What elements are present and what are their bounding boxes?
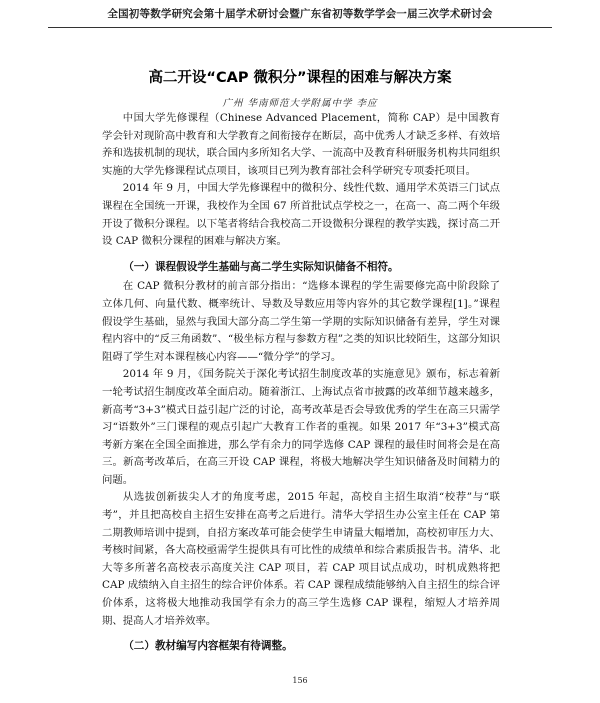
running-header: 全国初等数学研究会第十届学术研讨会暨广东省初等数学学会一届三次学术研讨会 [107, 8, 493, 20]
section-heading-2: （二）教材编写内容框架有待调整。 [123, 640, 293, 653]
author-line: 广州 华南师范大学附属中学 李应 [222, 98, 378, 109]
paragraph-admission-reform: 从选拔创新拔尖人才的角度考虑，2015 年起，高校自主招生取消“校荐”与“联考”，并且把高校自主招生安排在高考之后进行。清华大学招生办公室主任在 CAP 第二期教师培训中提到，自招方案改革可能会使学生申请量大幅增加，高校初审压力大、考核时间紧，各大高校亟需学生提供具有可比性的成绩单和综合素质报告书。清华、北大等多所著名高校表示高度关注 CAP 项目，若 CAP 项目试点成功，时机成熟将把 CAP 成绩纳入自主招生的综合评价体系。若 CAP 课程成绩能够纳入自主招生的综合评价体系，这将极大地推动我国学有余力的高三学生选修 CAP 课程，缩短人才培养周期、提高人才培养效率。 [102, 491, 500, 627]
header-rule [48, 27, 552, 28]
page-number: 156 [292, 676, 308, 685]
paragraph-curriculum-gap: 在 CAP 微积分教材的前言部分指出：“选修本课程的学生需要修完高中阶段除了立体几何、向量代数、概率统计、导数及导数应用等内容外的其它数学课程[1]。”课程假设学生基础，显然与我国大部分高二学生第一学期的实际知识储备有差异，学生对课程内容中的“反三角函数”、“极坐标方程与参数方程”之类的知识比较陌生，这部分知识阻碍了学生对本课程核心内容——“微分学”的学习。 [102, 280, 500, 363]
article-title: 高二开设“CAP 微积分”课程的困难与解决方案 [148, 70, 452, 86]
paragraph-intro: 中国大学先修课程（Chinese Advanced Placement，简称 CAP）是中国教育学会针对现阶高中教育和大学教育之间衔接存在断层，高中优秀人才缺乏多样、有效培养和选拔机制的现状，联合国内多所知名大学、一流高中及教育科研服务机构共同组织实施的大学先修课程试点项目，该项目已列为教育部社会科学研究专项委托项目。 [102, 112, 500, 177]
article-body [102, 110, 500, 658]
section-heading-1: （一）课程假设学生基础与高二学生实际知识储备不相符。 [123, 260, 399, 273]
paragraph-background: 2014 年 9 月，中国大学先修课程中的微积分、线性代数、通用学术英语三门试点课程在全国统一开课，我校作为全国 67 所首批试点学校之一，在高一、高二两个年级开设了微积分课程。以下笔者将结合我校高二开设微积分课程的教学实践，探讨高二开设 CAP 微积分课程的困难与解决方案。 [102, 182, 500, 248]
paragraph-exam-reform: 2014 年 9 月，《国务院关于深化考试招生制度改革的实施意见》颁布，标志着新一轮考试招生制度改革全面启动。随着浙江、上海试点省市披露的改革细节越来越多，新高考“3+3”模式日益引起广泛的讨论，高考改革是否会导致优秀的学生在高三只需学习“语数外”三门课程的观点引起广大教育工作者的重视。如果 2017 年“3+3”模式高考新方案在全国全面推进，那么学有余力的同学选修 CAP 课程的最佳时间将会是在高三。新高考改革后，在高三开设 CAP 课程，将极大地解决学生知识储备及时间精力的问题。 [102, 368, 500, 486]
